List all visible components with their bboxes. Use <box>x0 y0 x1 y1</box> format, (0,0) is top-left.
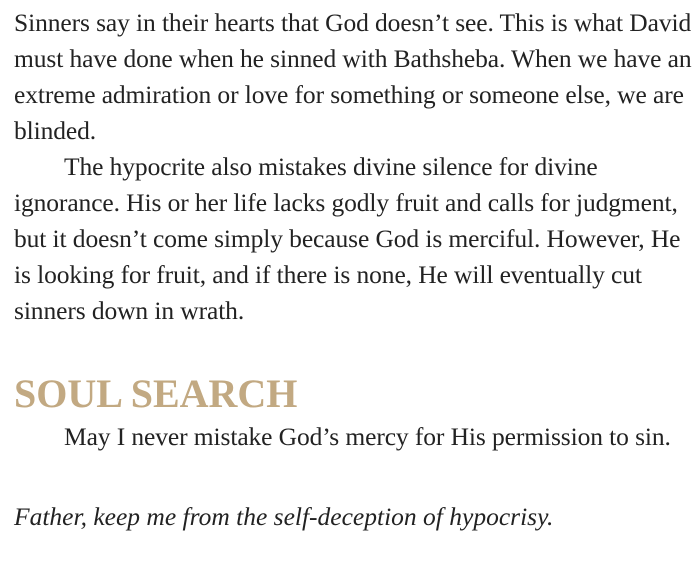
soul-search-heading: SOUL SEARCH <box>14 371 298 416</box>
prayer-text: Father, keep me from the self-deception of hypocrisy. <box>14 502 554 531</box>
body-paragraph-2: The hypocrite also mistakes divine silence for divine ignorance. His or her life lacks godly fruit and calls for judgment, but it doesn’t come simply because God is merciful. However, He is looking for fruit, and if there is none, He will eventually cut sinners down in wrath. <box>14 152 681 325</box>
body-paragraph-1: Sinners say in their hearts that God doesn’t see. This is what David must have done when he sinned with Bathsheba. When we have an extreme admiration or love for something or someone else, we are blinded. <box>14 8 692 145</box>
soul-search-text: May I never mistake God’s mercy for His permission to sin. <box>64 422 671 451</box>
devotional-page <box>14 0 694 535</box>
